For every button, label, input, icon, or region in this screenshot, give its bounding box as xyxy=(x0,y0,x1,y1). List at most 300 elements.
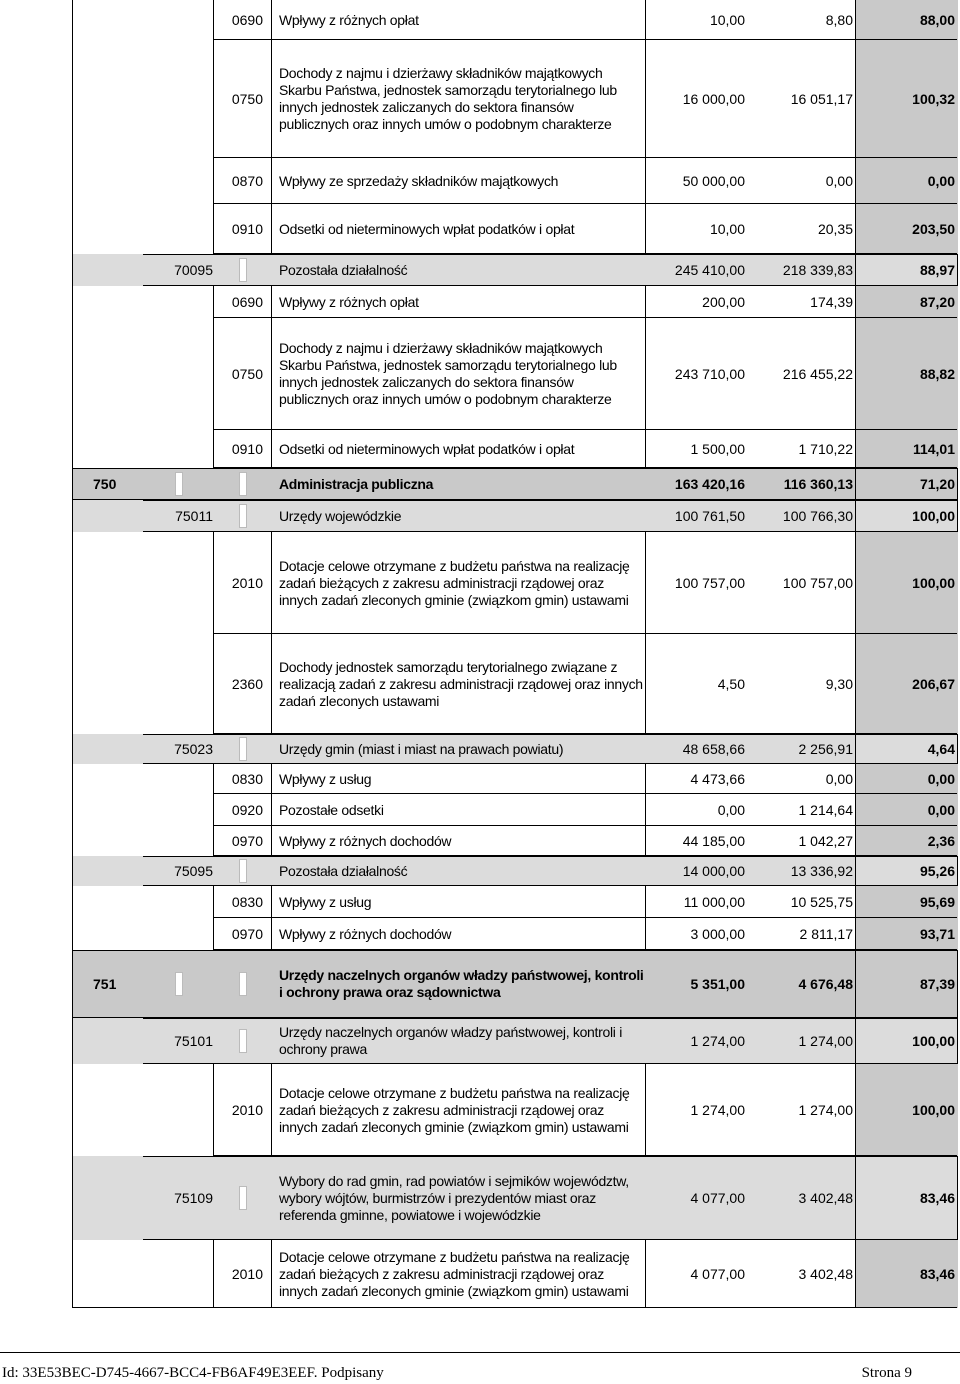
plan-amount xyxy=(645,40,745,158)
item-name xyxy=(279,158,645,204)
item-name-text: Urzędy naczelnych organów władzy państwowej, kontroli i ochrony prawa oraz sądownictwa xyxy=(279,967,644,1000)
item-name-text: Dotacje celowe otrzymane z budżetu państwa na realizację zadań bieżących z zakresu administracji rządowej oraz innych zadań zleconych gminie (związkom gmin) ustawami xyxy=(279,1248,630,1299)
item-name xyxy=(279,468,645,500)
item-name xyxy=(279,634,645,734)
executed-amount-text: 218 339,83 xyxy=(782,262,853,278)
percent-executed-text: 2,36 xyxy=(927,833,955,849)
paragraf-row xyxy=(73,634,957,734)
paragraf-code xyxy=(213,734,263,764)
item-name xyxy=(279,286,645,318)
executed-amount xyxy=(745,430,853,468)
executed-amount-text: 1 042,27 xyxy=(798,833,853,849)
paragraf-code xyxy=(213,856,263,886)
executed-amount xyxy=(745,0,853,40)
executed-amount-text: 9,30 xyxy=(825,676,853,692)
paragraf-row xyxy=(73,1064,957,1156)
percent-executed xyxy=(855,0,957,40)
executed-amount-text: 1 274,00 xyxy=(798,1102,853,1118)
paragraf-row xyxy=(73,794,957,826)
item-name-text: Administracja publiczna xyxy=(279,475,434,492)
grid-line xyxy=(271,886,272,918)
item-name xyxy=(279,532,645,634)
dzial-code xyxy=(73,886,143,918)
dzial-code xyxy=(73,634,143,734)
paragraf-code-text: 2010 xyxy=(231,1266,263,1282)
paragraf-code-text: 0910 xyxy=(231,221,263,237)
percent-executed-text: 88,00 xyxy=(919,12,955,28)
plan-amount xyxy=(645,204,745,254)
percent-executed-text: 88,97 xyxy=(919,262,955,278)
rozdzial-code xyxy=(143,500,213,532)
executed-amount-text: 4 676,48 xyxy=(798,976,853,992)
plan-amount xyxy=(645,158,745,204)
plan-amount xyxy=(645,0,745,40)
dzial-code xyxy=(73,532,143,634)
item-name xyxy=(279,500,645,532)
plan-amount xyxy=(645,634,745,734)
item-name-text: Wpływy z różnych dochodów xyxy=(279,832,452,849)
dzial-code xyxy=(73,950,143,1018)
rozdzial-code xyxy=(143,634,213,734)
percent-executed xyxy=(855,1064,957,1156)
paragraf-row xyxy=(73,430,957,468)
item-name-text: Dochody z najmu i dzierżawy składników majątkowych Skarbu Państwa, jednostek samorządu terytorialnego lub innych jednostek zaliczanych do sektora finansów publicznych oraz innych umów o podobnym charakterze xyxy=(279,340,617,407)
empty-code-marker xyxy=(175,972,183,996)
plan-amount xyxy=(645,430,745,468)
percent-executed-text: 100,32 xyxy=(912,91,955,107)
paragraf-row xyxy=(73,286,957,318)
percent-executed xyxy=(855,532,957,634)
plan-amount-text: 163 420,16 xyxy=(674,476,745,492)
item-name-text: Dochody z najmu i dzierżawy składników majątkowych Skarbu Państwa, jednostek samorządu terytorialnego lub innych jednostek zaliczanych do sektora finansów publicznych oraz innych umów o podobnym charakterze xyxy=(279,65,617,132)
grid-line xyxy=(271,158,272,204)
plan-amount-text: 10,00 xyxy=(709,12,745,28)
paragraf-code-text: 0750 xyxy=(231,366,263,382)
percent-executed xyxy=(855,1240,957,1308)
plan-amount xyxy=(645,1156,745,1240)
executed-amount xyxy=(745,1064,853,1156)
executed-amount xyxy=(745,532,853,634)
percent-executed xyxy=(855,430,957,468)
percent-executed xyxy=(855,286,957,318)
percent-executed-text: 203,50 xyxy=(912,221,955,237)
plan-amount xyxy=(645,254,745,286)
executed-amount-text: 8,80 xyxy=(825,12,853,28)
item-name xyxy=(279,204,645,254)
plan-amount-text: 0,00 xyxy=(717,802,745,818)
executed-amount-text: 16 051,17 xyxy=(790,91,853,107)
paragraf-row xyxy=(73,918,957,950)
page-number: Strona 9 xyxy=(861,1365,912,1381)
item-name-text: Wpływy ze sprzedaży składników majątkowych xyxy=(279,172,559,189)
executed-amount xyxy=(745,634,853,734)
paragraf-row xyxy=(73,826,957,856)
paragraf-code xyxy=(213,918,263,950)
paragraf-row xyxy=(73,318,957,430)
percent-executed-text: 0,00 xyxy=(927,771,955,787)
rozdzial-code xyxy=(143,430,213,468)
percent-executed-text: 100,00 xyxy=(912,1102,955,1118)
rozdzial-code xyxy=(143,1240,213,1308)
dzial-code xyxy=(73,158,143,204)
paragraf-code xyxy=(213,254,263,286)
item-name-text: Pozostała działalność xyxy=(279,261,408,278)
paragraf-code xyxy=(213,634,263,734)
paragraf-code xyxy=(213,0,263,40)
paragraf-row xyxy=(73,0,957,40)
paragraf-row xyxy=(73,158,957,204)
dzial-code xyxy=(73,764,143,794)
paragraf-code-text: 0910 xyxy=(231,441,263,457)
percent-executed xyxy=(855,734,957,764)
paragraf-code xyxy=(213,158,263,204)
executed-amount-text: 0,00 xyxy=(825,771,853,787)
paragraf-code xyxy=(213,204,263,254)
percent-executed xyxy=(855,1156,957,1240)
paragraf-code xyxy=(213,826,263,856)
executed-amount xyxy=(745,318,853,430)
paragraf-code-text: 2010 xyxy=(231,575,263,591)
rozdzial-code xyxy=(143,918,213,950)
empty-code-marker xyxy=(239,1186,247,1210)
executed-amount-text: 3 402,48 xyxy=(798,1190,853,1206)
item-name-text: Pozostałe odsetki xyxy=(279,801,384,818)
executed-amount xyxy=(745,826,853,856)
percent-executed xyxy=(855,886,957,918)
executed-amount xyxy=(745,918,853,950)
percent-executed xyxy=(855,950,957,1018)
executed-amount xyxy=(745,40,853,158)
item-name xyxy=(279,1018,645,1064)
paragraf-code xyxy=(213,40,263,158)
paragraf-code-text: 0970 xyxy=(231,833,263,849)
item-name xyxy=(279,1064,645,1156)
rozdzial-code-text: 75101 xyxy=(174,1033,213,1049)
plan-amount-text: 5 351,00 xyxy=(690,976,745,992)
rozdzial-code xyxy=(143,158,213,204)
executed-amount xyxy=(745,158,853,204)
paragraf-code xyxy=(213,1156,263,1240)
paragraf-code-text: 0870 xyxy=(231,173,263,189)
paragraf-code-text: 0830 xyxy=(231,894,263,910)
executed-amount xyxy=(745,764,853,794)
grid-line xyxy=(271,826,272,856)
paragraf-code xyxy=(213,430,263,468)
rozdzial-code xyxy=(143,734,213,764)
percent-executed-text: 100,00 xyxy=(912,575,955,591)
paragraf-code-text: 0830 xyxy=(231,771,263,787)
percent-executed-text: 100,00 xyxy=(912,1033,955,1049)
percent-executed-text: 93,71 xyxy=(919,926,955,942)
dzial-code-text: 750 xyxy=(93,476,117,492)
dzial-code xyxy=(73,0,143,40)
plan-amount-text: 200,00 xyxy=(702,294,745,310)
executed-amount-text: 0,00 xyxy=(825,173,853,189)
percent-executed-text: 87,20 xyxy=(919,294,955,310)
executed-amount xyxy=(745,500,853,532)
paragraf-row xyxy=(73,1240,957,1308)
rozdzial-code xyxy=(143,204,213,254)
paragraf-code-text: 0750 xyxy=(231,91,263,107)
item-name xyxy=(279,950,645,1018)
item-name xyxy=(279,318,645,430)
paragraf-code-text: 0690 xyxy=(231,12,263,28)
item-name xyxy=(279,1156,645,1240)
rozdzial-code xyxy=(143,286,213,318)
item-name xyxy=(279,826,645,856)
executed-amount xyxy=(745,856,853,886)
executed-amount-text: 10 525,75 xyxy=(790,894,853,910)
plan-amount xyxy=(645,468,745,500)
executed-amount-text: 1 214,64 xyxy=(798,802,853,818)
percent-executed-text: 114,01 xyxy=(912,441,955,457)
item-name xyxy=(279,1240,645,1308)
plan-amount xyxy=(645,950,745,1018)
empty-code-marker xyxy=(239,972,247,996)
percent-executed xyxy=(855,794,957,826)
dzial-code xyxy=(73,1156,143,1240)
rozdzial-code xyxy=(143,0,213,40)
executed-amount-text: 100 757,00 xyxy=(782,575,853,591)
rozdzial-row xyxy=(73,1018,957,1064)
percent-executed xyxy=(855,158,957,204)
percent-executed-text: 95,26 xyxy=(919,863,955,879)
item-name-text: Dochody jednostek samorządu terytorialnego związane z realizacją zadań z zakresu administracji rządowej oraz innych zadań zleconych ustawami xyxy=(279,658,643,709)
grid-line xyxy=(271,1240,272,1308)
percent-executed xyxy=(855,318,957,430)
rozdzial-code xyxy=(143,40,213,158)
dzial-code xyxy=(73,1018,143,1064)
percent-executed-text: 0,00 xyxy=(927,173,955,189)
plan-amount-text: 1 500,00 xyxy=(690,441,745,457)
dzial-code xyxy=(73,856,143,886)
rozdzial-code xyxy=(143,254,213,286)
dzial-code xyxy=(73,254,143,286)
paragraf-row xyxy=(73,40,957,158)
item-name-text: Wybory do rad gmin, rad powiatów i sejmików województw, wybory wójtów, burmistrzów i prezydentów miast oraz referenda gminne, powiatowe i wojewódzkie xyxy=(279,1172,629,1223)
rozdzial-code-text: 70095 xyxy=(174,262,213,278)
executed-amount-text: 1 710,22 xyxy=(798,441,853,457)
item-name-text: Wpływy z różnych opłat xyxy=(279,11,419,28)
item-name-text: Dotacje celowe otrzymane z budżetu państwa na realizację zadań bieżących z zakresu administracji rządowej oraz innych zadań zleconych gminie (związkom gmin) ustawami xyxy=(279,557,630,608)
paragraf-code xyxy=(213,950,263,1018)
dzial-code-text: 751 xyxy=(93,976,117,992)
empty-code-marker xyxy=(239,1029,247,1053)
executed-amount xyxy=(745,1240,853,1308)
rozdzial-code-text: 75109 xyxy=(174,1190,213,1206)
grid-line xyxy=(271,634,272,734)
paragraf-code xyxy=(213,886,263,918)
item-name-text: Wpływy z różnych opłat xyxy=(279,293,419,310)
plan-amount-text: 100 757,00 xyxy=(674,575,745,591)
rozdzial-row xyxy=(73,856,957,886)
percent-executed xyxy=(855,764,957,794)
plan-amount-text: 100 761,50 xyxy=(674,508,745,524)
percent-executed xyxy=(855,826,957,856)
plan-amount-text: 4,50 xyxy=(717,676,745,692)
plan-amount-text: 44 185,00 xyxy=(682,833,745,849)
rozdzial-code xyxy=(143,856,213,886)
plan-amount-text: 16 000,00 xyxy=(682,91,745,107)
rozdzial-code xyxy=(143,1018,213,1064)
paragraf-code-text: 0920 xyxy=(231,802,263,818)
item-name-text: Odsetki od nieterminowych wpłat podatków i opłat xyxy=(279,220,575,237)
dzial-code xyxy=(73,430,143,468)
plan-amount-text: 245 410,00 xyxy=(674,262,745,278)
grid-line xyxy=(271,40,272,158)
row-border xyxy=(213,1307,957,1308)
percent-executed xyxy=(855,634,957,734)
percent-executed xyxy=(855,40,957,158)
percent-executed-text: 100,00 xyxy=(912,508,955,524)
rozdzial-code-text: 75011 xyxy=(175,508,213,524)
dzial-code xyxy=(73,500,143,532)
plan-amount-text: 14 000,00 xyxy=(682,863,745,879)
plan-amount-text: 10,00 xyxy=(709,221,745,237)
plan-amount xyxy=(645,532,745,634)
executed-amount xyxy=(745,794,853,826)
item-name xyxy=(279,0,645,40)
plan-amount-text: 243 710,00 xyxy=(674,366,745,382)
dzial-code xyxy=(73,1240,143,1308)
rozdzial-row xyxy=(73,500,957,532)
plan-amount xyxy=(645,794,745,826)
executed-amount xyxy=(745,950,853,1018)
empty-code-marker xyxy=(175,472,183,496)
executed-amount-text: 1 274,00 xyxy=(798,1033,853,1049)
paragraf-code xyxy=(213,468,263,500)
plan-amount xyxy=(645,886,745,918)
dzial-code xyxy=(73,204,143,254)
budget-table xyxy=(72,0,958,1308)
rozdzial-code xyxy=(143,794,213,826)
paragraf-code xyxy=(213,1240,263,1308)
percent-executed xyxy=(855,254,957,286)
item-name xyxy=(279,40,645,158)
item-name-text: Odsetki od nieterminowych wpłat podatków i opłat xyxy=(279,440,575,457)
dzial-code xyxy=(73,794,143,826)
plan-amount-text: 48 658,66 xyxy=(682,741,745,757)
item-name xyxy=(279,254,645,286)
percent-executed-text: 0,00 xyxy=(927,802,955,818)
executed-amount xyxy=(745,254,853,286)
grid-line xyxy=(271,764,272,794)
grid-line xyxy=(271,318,272,430)
page-footer xyxy=(0,1352,960,1384)
empty-code-marker xyxy=(239,472,247,496)
grid-line xyxy=(271,918,272,950)
item-name xyxy=(279,856,645,886)
plan-amount-text: 4 473,66 xyxy=(690,771,745,787)
item-name xyxy=(279,430,645,468)
plan-amount-text: 4 077,00 xyxy=(690,1190,745,1206)
executed-amount-text: 174,39 xyxy=(810,294,853,310)
item-name xyxy=(279,794,645,826)
executed-amount-text: 116 360,13 xyxy=(783,476,853,492)
percent-executed-text: 83,46 xyxy=(919,1266,955,1282)
percent-executed-text: 71,20 xyxy=(919,476,955,492)
executed-amount xyxy=(745,204,853,254)
plan-amount-text: 1 274,00 xyxy=(690,1033,745,1049)
item-name-text: Urzędy gmin (miast i miast na prawach powiatu) xyxy=(279,740,564,757)
dzial-code xyxy=(73,286,143,318)
paragraf-code-text: 2010 xyxy=(231,1102,263,1118)
paragraf-row xyxy=(73,204,957,254)
plan-amount xyxy=(645,918,745,950)
plan-amount xyxy=(645,734,745,764)
plan-amount-text: 11 000,00 xyxy=(683,894,745,910)
paragraf-code xyxy=(213,764,263,794)
executed-amount xyxy=(745,1018,853,1064)
rozdzial-row xyxy=(73,734,957,764)
paragraf-code xyxy=(213,532,263,634)
executed-amount-text: 20,35 xyxy=(817,221,853,237)
item-name-text: Dotacje celowe otrzymane z budżetu państwa na realizację zadań bieżących z zakresu administracji rządowej oraz innych zadań zleconych gminie (związkom gmin) ustawami xyxy=(279,1084,630,1135)
rozdzial-code xyxy=(143,1156,213,1240)
executed-amount xyxy=(745,1156,853,1240)
executed-amount-text: 2 811,17 xyxy=(799,926,853,942)
percent-executed xyxy=(855,1018,957,1064)
item-name xyxy=(279,886,645,918)
rozdzial-code xyxy=(143,826,213,856)
item-name-text: Urzędy wojewódzkie xyxy=(279,507,402,524)
executed-amount-text: 2 256,91 xyxy=(798,741,853,757)
paragraf-code xyxy=(213,794,263,826)
rozdzial-code-text: 75095 xyxy=(174,863,213,879)
percent-executed-text: 4,64 xyxy=(927,741,955,757)
item-name-text: Urzędy naczelnych organów władzy państwowej, kontroli i ochrony prawa xyxy=(279,1024,623,1057)
percent-executed xyxy=(855,468,957,500)
dzial-code xyxy=(73,826,143,856)
item-name xyxy=(279,764,645,794)
percent-executed-text: 95,69 xyxy=(919,894,955,910)
percent-executed-text: 87,39 xyxy=(919,976,955,992)
plan-amount-text: 1 274,00 xyxy=(690,1102,745,1118)
plan-amount-text: 4 077,00 xyxy=(690,1266,745,1282)
percent-executed xyxy=(855,500,957,532)
dzial-row xyxy=(73,950,957,1018)
percent-executed xyxy=(855,856,957,886)
plan-amount-text: 3 000,00 xyxy=(690,926,745,942)
executed-amount-text: 13 336,92 xyxy=(790,863,853,879)
plan-amount xyxy=(645,1018,745,1064)
dzial-code xyxy=(73,318,143,430)
plan-amount xyxy=(645,500,745,532)
plan-amount xyxy=(645,764,745,794)
item-name-text: Pozostała działalność xyxy=(279,862,408,879)
rozdzial-code xyxy=(143,886,213,918)
plan-amount xyxy=(645,856,745,886)
executed-amount-text: 3 402,48 xyxy=(798,1266,853,1282)
dzial-code xyxy=(73,1064,143,1156)
percent-executed xyxy=(855,204,957,254)
executed-amount xyxy=(745,286,853,318)
empty-code-marker xyxy=(239,859,247,883)
rozdzial-code xyxy=(143,532,213,634)
rozdzial-code xyxy=(143,1064,213,1156)
grid-line xyxy=(271,532,272,634)
percent-executed xyxy=(855,918,957,950)
paragraf-code xyxy=(213,286,263,318)
plan-amount xyxy=(645,286,745,318)
item-name xyxy=(279,918,645,950)
item-name-text: Wpływy z różnych dochodów xyxy=(279,925,452,942)
percent-executed-text: 83,46 xyxy=(919,1190,955,1206)
percent-executed-text: 206,67 xyxy=(912,676,955,692)
item-name-text: Wpływy z usług xyxy=(279,893,372,910)
executed-amount xyxy=(745,468,853,500)
empty-code-marker xyxy=(239,504,247,528)
